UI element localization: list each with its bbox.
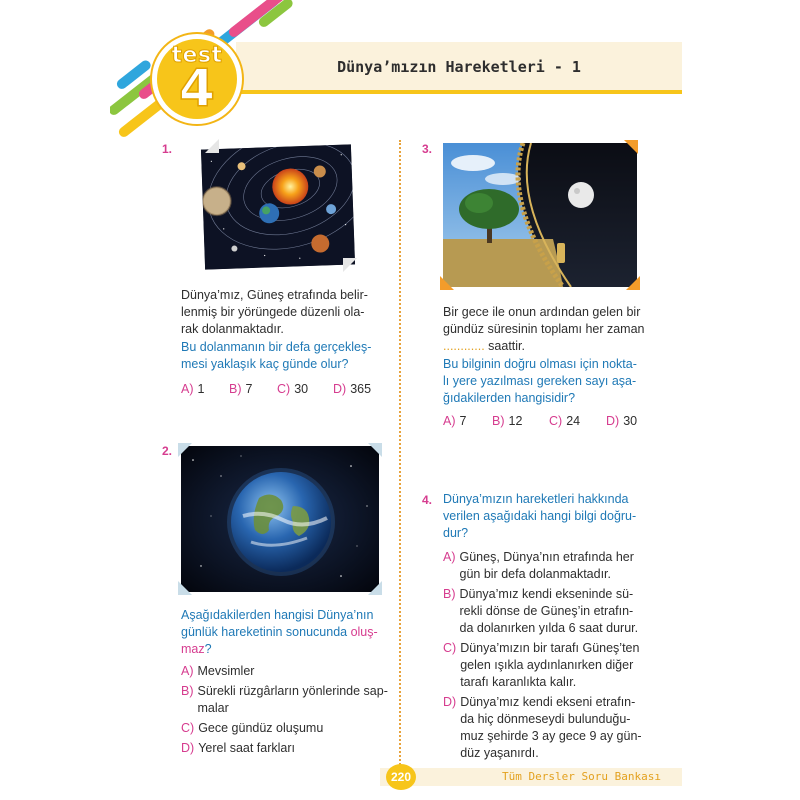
option-line: Güneş, Dünya’nın etrafında her — [459, 550, 634, 564]
day-night-icon — [443, 143, 637, 287]
question-4-number: 4. — [422, 493, 433, 507]
blank-dots: ............ — [443, 339, 485, 353]
badge-word: test — [171, 43, 223, 68]
question-3-prompt — [443, 356, 658, 407]
option-letter: C) — [549, 414, 563, 428]
option-text — [460, 694, 641, 762]
option-d[interactable] — [333, 382, 371, 396]
question-2-prompt — [181, 607, 396, 658]
question-2-options — [181, 663, 396, 760]
option-text: 12 — [508, 414, 523, 428]
question-1-options — [181, 382, 371, 396]
option-line: da dolanırken yılda 6 saat durur. — [459, 621, 639, 635]
question-4-prompt — [443, 491, 663, 542]
option-c[interactable] — [277, 382, 333, 396]
option-text: Yerel saat farkları — [198, 741, 296, 755]
stem-line: lenmiş bir yörüngede düzenli ola- — [181, 305, 365, 319]
option-line: düz yaşanırdı. — [460, 746, 539, 760]
badge-number: 4 — [178, 59, 216, 119]
photo-corner-icon — [368, 443, 382, 457]
question-1-prompt — [181, 339, 391, 373]
question-line: Dünya’mızın hareketleri hakkında — [443, 492, 629, 506]
option-a[interactable] — [443, 414, 492, 428]
option-line: muz şehirde 3 ay gece 9 ay gün- — [460, 729, 642, 743]
option-text — [198, 683, 388, 717]
option-b[interactable] — [443, 586, 668, 637]
photo-corner-icon — [624, 140, 638, 154]
book-title: Tüm Dersler Soru Bankası — [502, 770, 661, 783]
option-letter: A) — [181, 664, 194, 678]
title-bar — [236, 42, 682, 94]
option-text: Mevsimler — [197, 664, 255, 678]
column-divider — [399, 140, 401, 765]
option-text: 7 — [245, 382, 253, 396]
option-text: Gece gündüz oluşumu — [198, 721, 324, 735]
option-a[interactable] — [181, 663, 396, 680]
question-1-stem — [181, 287, 391, 338]
test-badge — [152, 34, 242, 124]
option-c[interactable] — [443, 640, 668, 691]
option-line: gelen ışıkla aydınlanırken diğer — [460, 658, 634, 672]
option-text — [460, 640, 639, 691]
option-letter: B) — [181, 684, 194, 698]
option-line: Sürekli rüzgârların yönlerinde sap- — [197, 684, 388, 698]
option-d[interactable] — [606, 414, 637, 428]
question-line: lı yere yazılması gereken sayı aşa- — [443, 374, 637, 388]
solar-system-icon — [201, 144, 355, 269]
option-text: 30 — [294, 382, 309, 396]
option-letter: A) — [181, 382, 194, 396]
question-1-number: 1. — [162, 142, 173, 156]
option-d[interactable] — [181, 740, 396, 757]
option-text: 24 — [566, 414, 581, 428]
photo-corner-icon — [178, 443, 192, 457]
option-letter: B) — [443, 587, 456, 601]
option-line: Dünya’mızın bir tarafı Güneş’ten — [460, 641, 640, 655]
option-c[interactable] — [181, 720, 396, 737]
option-text: 7 — [459, 414, 467, 428]
option-line: rekli dönse de Güneş’in etrafın- — [459, 604, 634, 618]
option-b[interactable] — [229, 382, 277, 396]
stem-line: rak dolanmaktadır. — [181, 322, 284, 336]
option-text: 30 — [623, 414, 638, 428]
question-3-number: 3. — [422, 142, 433, 156]
question-line: Bu dolanmanın bir defa gerçekleş- — [181, 340, 372, 354]
stem-line: Dünya’mız, Güneş etrafında belir- — [181, 288, 368, 302]
option-letter: C) — [181, 721, 195, 735]
option-c[interactable] — [549, 414, 606, 428]
option-a[interactable] — [443, 549, 668, 583]
page-number: 220 — [386, 764, 416, 790]
option-b[interactable] — [181, 683, 396, 717]
photo-corner-icon — [343, 258, 357, 272]
option-line: tarafı karanlıkta kalır. — [460, 675, 577, 689]
photo-corner-icon — [440, 276, 454, 290]
day-night-zipper-image — [443, 143, 637, 287]
question-line — [181, 624, 396, 641]
photo-corner-icon — [368, 581, 382, 595]
question-4-options — [443, 549, 668, 765]
question-line: dur? — [443, 526, 469, 540]
option-letter: C) — [443, 641, 457, 655]
question-line: verilen aşağıdaki hangi bilgi doğru- — [443, 509, 637, 523]
option-b[interactable] — [492, 414, 549, 428]
question-line: mesi yaklaşık kaç günde olur? — [181, 357, 349, 371]
stem-text: saattir. — [484, 339, 525, 353]
question-line: ğıdakilerden hangisidir? — [443, 391, 576, 405]
earth-in-space-image — [181, 446, 379, 592]
option-letter: D) — [606, 414, 620, 428]
solar-system-image — [201, 144, 355, 269]
option-letter: B) — [229, 382, 242, 396]
negation-text: oluş- — [350, 625, 378, 639]
earth-icon — [181, 446, 379, 592]
question-text: günlük hareketinin sonucunda — [181, 625, 351, 639]
question-text: ? — [204, 642, 212, 656]
option-letter: D) — [443, 695, 457, 709]
option-line: da hiç dönmeseydi bulunduğu- — [460, 712, 631, 726]
option-d[interactable] — [443, 694, 668, 762]
photo-corner-icon — [626, 276, 640, 290]
stem-line: Bir gece ile onun ardından gelen bir — [443, 305, 641, 319]
negation-text: maz — [181, 642, 205, 656]
option-text: 365 — [350, 382, 372, 396]
photo-corner-icon — [178, 581, 192, 595]
option-line: Dünya’mız kendi ekseninde sü- — [459, 587, 634, 601]
photo-corner-icon — [205, 139, 219, 153]
option-text — [460, 586, 639, 637]
question-3-options — [443, 414, 637, 428]
question-3-stem — [443, 304, 658, 355]
option-line: Dünya’mız kendi ekseni etrafın- — [460, 695, 636, 709]
stem-line: gündüz süresinin toplamı her zaman — [443, 322, 645, 336]
option-text: 1 — [197, 382, 205, 396]
option-letter: B) — [492, 414, 505, 428]
option-line: malar — [197, 701, 229, 715]
question-line: Aşağıdakilerden hangisi Dünya’nın — [181, 608, 374, 622]
option-a[interactable] — [181, 382, 229, 396]
option-letter: C) — [277, 382, 291, 396]
question-2-number: 2. — [162, 444, 173, 458]
option-letter: A) — [443, 550, 456, 564]
question-line: Bu bilginin doğru olması için nokta- — [443, 357, 637, 371]
question-line — [181, 641, 396, 658]
option-letter: D) — [181, 741, 195, 755]
option-line: gün bir defa dolanmaktadır. — [459, 567, 611, 581]
option-letter: D) — [333, 382, 347, 396]
option-letter: A) — [443, 414, 456, 428]
page-title: Dünya’mızın Hareketleri - 1 — [337, 58, 581, 76]
stem-line — [443, 338, 658, 355]
option-text — [460, 549, 634, 583]
